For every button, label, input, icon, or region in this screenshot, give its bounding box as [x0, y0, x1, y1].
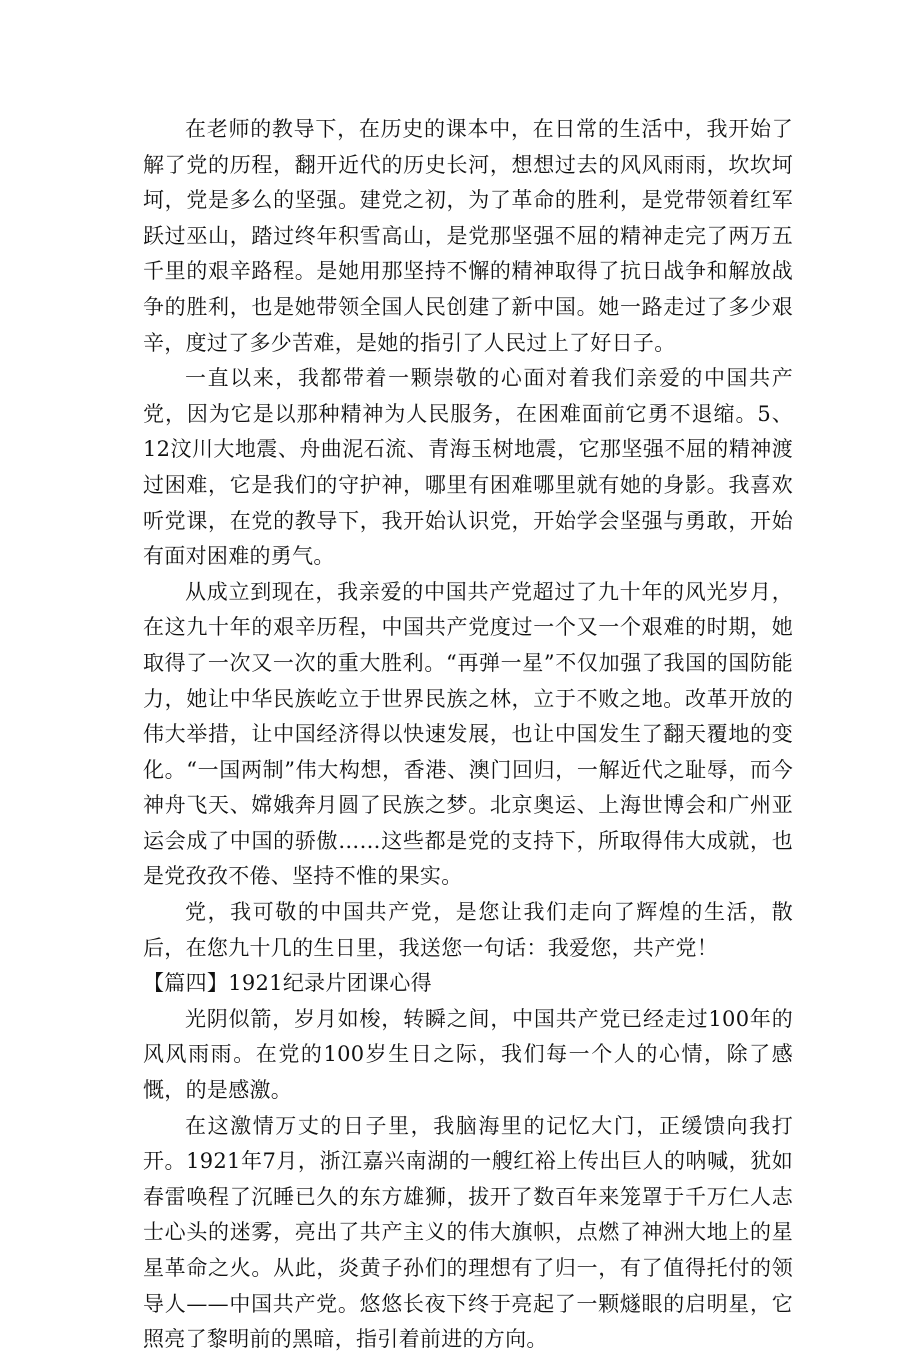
section-paragraph-1: 光阴似箭，岁月如梭，转瞬之间，中国共产党已经走过100年的风风雨雨。在党的100岁生日之际，我们每一个人的心情，除了感慨，的是感激。 [143, 1006, 793, 1103]
document-body [143, 112, 793, 1358]
section-paragraph-2: 在这激情万丈的日子里，我脑海里的记忆大门，正缓馈向我打开。1921年7月，浙江嘉兴南湖的一艘红裕上传出巨人的呐喊，犹如春雷唤程了沉睡已久的东方雄狮，拔开了数百年来笼罩于千万仁人志士心头的迷雾，亮出了共产主义的伟大旗帜，点燃了神洲大地上的星星革命之火。从此，炎黄子孙们的理想有了归一，有了值得托付的领导人——中国共产党。悠悠长夜下终于亮起了一颗燧眼的启明星，它照亮了黎明前的黑暗，指引着前进的方向。 [143, 1113, 793, 1352]
section-heading: 【篇四】1921纪录片团课心得 [143, 971, 432, 996]
paragraph-2: 一直以来，我都带着一颗崇敬的心面对着我们亲爱的中国共产党，因为它是以那种精神为人民服务，在困难面前它勇不退缩。5、12汶川大地震、舟曲泥石流、青海玉树地震，它那坚强不屈的精神渡过困难，它是我们的守护神，哪里有困难哪里就有她的身影。我喜欢听党课，在党的教导下，我开始认识党，开始学会坚强与勇敢，开始有面对困难的勇气。 [143, 366, 793, 569]
paragraph-1: 在老师的教导下，在历史的课本中，在日常的生活中，我开始了解了党的历程，翻开近代的历史长河，想想过去的风风雨雨，坎坎坷坷，党是多么的坚强。建党之初，为了革命的胜利，是党带领着红军跃过巫山，踏过终年积雪高山，是党那坚强不屈的精神走完了两万五千里的艰辛路程。是她用那坚持不懈的精神取得了抗日战争和解放战争的胜利，也是她带领全国人民创建了新中国。她一路走过了多少艰辛，度过了多少苦难，是她的指引了人民过上了好日子。 [143, 117, 793, 355]
paragraph-4: 党，我可敬的中国共产党，是您让我们走向了辉煌的生活，散后，在您九十几的生日里，我送您一句话：我爱您，共产党！ [143, 900, 793, 960]
paragraph-3: 从成立到现在，我亲爱的中国共产党超过了九十年的风光岁月，在这九十年的艰辛历程，中国共产党度过一个又一个艰难的时期，她取得了一次又一次的重大胜利。“再弹一星”不仅加强了我国的国防能力，她让中华民族屹立于世界民族之林，立于不败之地。改革开放的伟大举措，让中国经济得以快速发展，也让中国发生了翻天覆地的变化。“一国两制”伟大构想，香港、澳门回归，一解近代之耻辱，而今神舟飞天、嫦娥奔月圆了民族之梦。北京奥运、上海世博会和广州亚运会成了中国的骄傲……这些都是党的支持下，所取得伟大成就，也是党孜孜不倦、坚持不惟的果实。 [143, 579, 793, 889]
